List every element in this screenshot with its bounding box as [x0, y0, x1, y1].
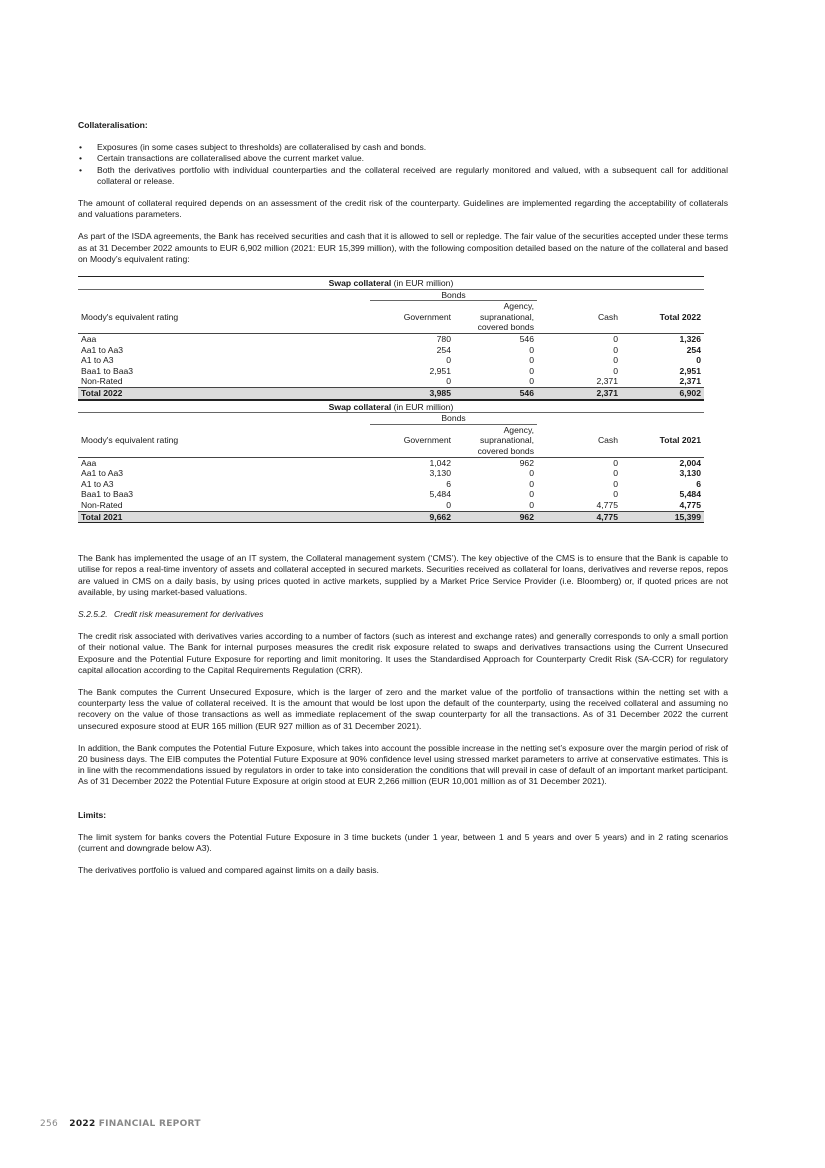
table-header-row — [78, 424, 704, 457]
collateralisation-bullets — [78, 142, 728, 187]
credit-risk-paragraph: The credit risk associated with derivatives varies according to a number of factors (such as interest and exchange rates) and generally corresponds to only a small portion of their notional value. The Bank for internal purposes measures the credit risk exposure related to swaps and derivatives transactions using the Current Unsecured Exposure and the Potential Future Exposure for reporting and limit monitoring. It uses the Standardised Approach for Counterparty Credit Risk (SA-CCR) for regulatory capital allocation according to the Capital Requirements Regulation (CRR). — [78, 631, 728, 675]
column-header-agency: Agency, supranational, covered bonds — [454, 424, 537, 457]
bullet-item: • Both the derivatives portfolio with individual counterparties and the collateral received are regularly monitored and valued, with a subsequent call for additional collateral or release. — [78, 165, 728, 187]
page-footer — [40, 1119, 201, 1130]
table-row: Non-Rated 0 0 4,775 4,775 — [81, 499, 701, 510]
column-header-agency: Agency, supranational, covered bonds — [454, 301, 537, 334]
potential-future-exposure-paragraph: In addition, the Bank computes the Potential Future Exposure, which takes into account the possible increase in the netting set’s exposure over the margin period of risk of 20 business days. The EIB computes the Potential Future Exposure at 90% confidence level using stressed market parameters to arrive at conservative estimates. This is in line with the recommendations issued by regulators in order to take into consideration the conditions that will prevail in case of default of an important market participant. As of 31 December 2022 the Potential Future Exposure at origin stood at EUR 2,266 million (EUR 10,001 million as of 31 December 2021). — [78, 742, 728, 787]
cms-paragraph: The Bank has implemented the usage of an IT system, the Collateral management system (‘CMS’). The key objective of the CMS is to ensure that the Bank is capable to utilise for repos a real-time inventory of assets and collateral accepted in secured markets. Securities received as collateral for loans, derivatives and reverse repos, repos are valued in CMS on a daily basis, by using prices quoted in active markets, supplied by a Market Price Service Provider (i.e. Bloomberg) or, if quoted prices are not available, by using market-based valuations. — [78, 553, 728, 597]
table-row: A1 to A3 0 0 0 0 — [81, 355, 701, 366]
bullet-item: • Certain transactions are collateralised above the current market value. — [78, 153, 728, 164]
limits-section — [78, 810, 728, 877]
column-header-government: Government — [370, 301, 454, 334]
page-number: 256 — [40, 1119, 59, 1129]
table-title-row — [78, 400, 704, 413]
section-number: S.2.5.2. — [78, 608, 108, 619]
page-content — [78, 120, 728, 887]
table-bonds-row — [78, 413, 704, 425]
footer-label: FINANCIAL REPORT — [98, 1119, 201, 1129]
after-tables-section — [78, 553, 728, 787]
table-title: Swap collateral (in EUR million) — [78, 277, 704, 290]
swap-collateral-table-2021 — [78, 400, 704, 524]
current-unsecured-exposure-paragraph: The Bank computes the Current Unsecured Exposure, which is the larger of zero and the market value of the portfolio of transactions within the netting set with a counterparty less the value of collateral received. It is the amount that would be lost upon the default of the counterparty, using the received collateral and assuming no recovery on the value of those transactions as well as immediate replacement of the swap counterparty for all the transactions. As of 31 December 2022 the current unsecured exposure stood at EUR 165 million (EUR 927 million as of 31 December 2021). — [78, 686, 728, 731]
table-row: Baa1 to Baa3 5,484 0 0 5,484 — [81, 489, 701, 500]
column-header-cash: Cash — [537, 424, 621, 457]
table-header-row — [78, 301, 704, 334]
table-row: Aa1 to Aa3 254 0 0 254 — [81, 344, 701, 355]
table-title: Swap collateral (in EUR million) — [78, 400, 704, 413]
table-title-row — [78, 277, 704, 290]
column-header-rating: Moody's equivalent rating — [78, 301, 370, 334]
bonds-group-header: Bonds — [370, 413, 537, 425]
isda-agreements-paragraph: As part of the ISDA agreements, the Bank has received securities and cash that it is allowed to sell or repledge. The fair value of the securities accepted under these terms as at 31 December 2022 amounts to EUR 6,902 million (2021: EUR 15,399 million), with the following composition detailed based on the nature of the collateral and based on Moody’s equivalent rating: — [78, 231, 728, 264]
collateralisation-heading: Collateralisation: — [78, 120, 148, 130]
section-title: Credit risk measurement for derivatives — [114, 608, 264, 619]
section-heading — [78, 609, 728, 620]
collateral-requirements-paragraph: The amount of collateral required depends on an assessment of the credit risk of the counterparty. Guidelines are implemented regarding the acceptability of collaterals and valuations parameters. — [78, 198, 728, 220]
column-header-government: Government — [370, 424, 454, 457]
table-row: Aaa 780 546 0 1,326 — [81, 334, 701, 344]
limits-heading: Limits: — [78, 809, 107, 820]
swap-collateral-table-2022 — [78, 276, 704, 400]
table-total-row: Total 2022 3,985 546 2,371 6,902 — [78, 387, 704, 399]
valuation-paragraph: The derivatives portfolio is valued and compared against limits on a daily basis. — [78, 865, 379, 876]
column-header-cash: Cash — [537, 301, 621, 334]
table-total-row: Total 2021 9,662 962 4,775 15,399 — [78, 511, 704, 523]
column-header-total: Total 2021 — [621, 424, 704, 457]
bullet-item: • Exposures (in some cases subject to thresholds) are collateralised by cash and bonds. — [78, 142, 728, 153]
bonds-group-header: Bonds — [370, 289, 537, 301]
table-row: Aa1 to Aa3 3,130 0 0 3,130 — [81, 468, 701, 479]
column-header-rating: Moody's equivalent rating — [78, 424, 370, 457]
table-row: Baa1 to Baa3 2,951 0 0 2,951 — [81, 365, 701, 376]
limits-paragraph: The limit system for banks covers the Potential Future Exposure in 3 time buckets (under 1 year, between 1 and 5 years and over 5 years) and in 2 rating scenarios (current and downgrade below A3). — [78, 831, 728, 853]
footer-year: 2022 — [69, 1119, 96, 1129]
table-bonds-row — [78, 289, 704, 301]
table-row: A1 to A3 6 0 0 6 — [81, 478, 701, 489]
table-row: Non-Rated 0 0 2,371 2,371 — [81, 376, 701, 387]
table-row: Aaa 1,042 962 0 2,004 — [81, 457, 701, 468]
column-header-total: Total 2022 — [621, 301, 704, 334]
